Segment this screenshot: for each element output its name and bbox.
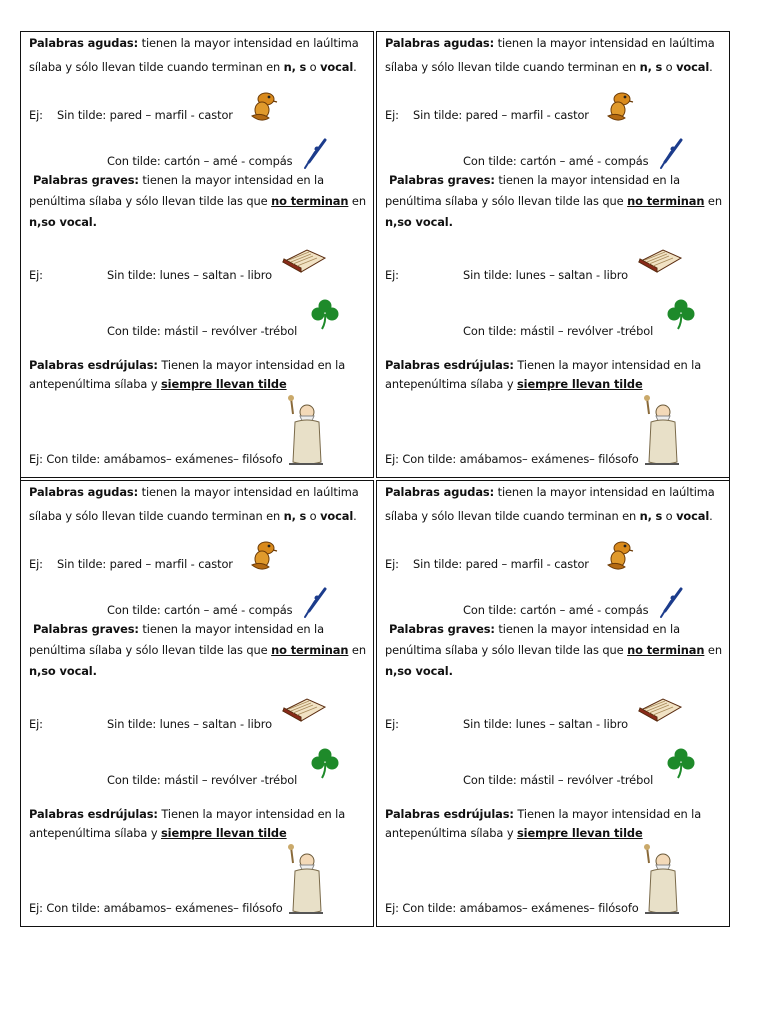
graves-ej-label: Ej: xyxy=(29,268,43,282)
agudas-line-2: sílaba y sólo llevan tilde cuando terminan en n, s o vocal. xyxy=(385,60,713,74)
clover-icon xyxy=(667,298,695,330)
wizard-icon xyxy=(639,394,679,466)
graves-ej-label: Ej: xyxy=(385,268,399,282)
graves-con-tilde: Con tilde: mástil – revólver -trébol xyxy=(107,773,298,787)
compass-icon xyxy=(659,587,683,619)
esdrujulas-ejemplo: Ej: Con tilde: amábamos– exámenes– filósofo xyxy=(385,901,639,915)
wizard-icon xyxy=(283,843,323,915)
agudas-line-2: sílaba y sólo llevan tilde cuando terminan en n, s o vocal. xyxy=(29,60,357,74)
beaver-icon xyxy=(605,539,635,573)
graves-line-3: n,so vocal. xyxy=(385,664,453,678)
esdrujulas-line-1: Palabras esdrújulas: Tienen la mayor intensidad en la xyxy=(29,358,346,372)
wizard-icon xyxy=(639,843,679,915)
beaver-icon xyxy=(249,90,279,124)
esdrujulas-line-2: antepenúltima sílaba y siempre llevan tilde xyxy=(385,826,643,840)
agudas-con-tilde: Con tilde: cartón – amé - compás xyxy=(463,154,649,168)
esdrujulas-line-1: Palabras esdrújulas: Tienen la mayor intensidad en la xyxy=(29,807,346,821)
esdrujulas-line-1: Palabras esdrújulas: Tienen la mayor intensidad en la xyxy=(385,807,702,821)
agudas-line-2: sílaba y sólo llevan tilde cuando terminan en n, s o vocal. xyxy=(385,509,713,523)
book-icon xyxy=(637,697,683,723)
agudas-title: Palabras agudas: xyxy=(29,485,139,499)
esdrujulas-title: Palabras esdrújulas: xyxy=(29,358,158,372)
graves-con-tilde: Con tilde: mástil – revólver -trébol xyxy=(463,773,654,787)
agudas-ej-label: Ej: xyxy=(385,557,399,571)
compass-icon xyxy=(659,138,683,170)
esdrujulas-line-2: antepenúltima sílaba y siempre llevan tilde xyxy=(29,826,287,840)
agudas-line-2: sílaba y sólo llevan tilde cuando terminan en n, s o vocal. xyxy=(29,509,357,523)
agudas-con-tilde: Con tilde: cartón – amé - compás xyxy=(463,603,649,617)
esdrujulas-ejemplo: Ej: Con tilde: amábamos– exámenes– filósofo xyxy=(385,452,639,466)
beaver-icon xyxy=(249,539,279,573)
agudas-title: Palabras agudas: xyxy=(29,36,139,50)
agudas-con-tilde: Con tilde: cartón – amé - compás xyxy=(107,603,293,617)
graves-sin-tilde: Sin tilde: lunes – saltan - libro xyxy=(107,717,272,731)
graves-line-2: penúltima sílaba y sólo llevan tilde las que no terminan en xyxy=(385,643,722,657)
esdrujulas-ejemplo: Ej: Con tilde: amábamos– exámenes– filósofo xyxy=(29,901,283,915)
agudas-line-1: Palabras agudas: tienen la mayor intensidad en laúltima xyxy=(385,485,715,499)
graves-line-3: n,so vocal. xyxy=(29,664,97,678)
graves-line-2: penúltima sílaba y sólo llevan tilde las que no terminan en xyxy=(385,194,722,208)
graves-line-2: penúltima sílaba y sólo llevan tilde las que no terminan en xyxy=(29,643,366,657)
agudas-title: Palabras agudas: xyxy=(385,36,495,50)
graves-sin-tilde: Sin tilde: lunes – saltan - libro xyxy=(107,268,272,282)
card xyxy=(376,31,729,478)
agudas-sin-tilde: Sin tilde: pared – marfil - castor xyxy=(57,108,233,122)
agudas-sin-tilde: Sin tilde: pared – marfil - castor xyxy=(413,108,589,122)
graves-line-1: Palabras graves: tienen la mayor intensidad en la xyxy=(389,173,680,187)
book-icon xyxy=(281,697,327,723)
clover-icon xyxy=(311,298,339,330)
agudas-sin-tilde: Sin tilde: pared – marfil - castor xyxy=(57,557,233,571)
compass-icon xyxy=(303,587,327,619)
graves-line-1: Palabras graves: tienen la mayor intensidad en la xyxy=(389,622,680,636)
graves-con-tilde: Con tilde: mástil – revólver -trébol xyxy=(107,324,298,338)
agudas-ej-label: Ej: xyxy=(385,108,399,122)
esdrujulas-line-2: antepenúltima sílaba y siempre llevan tilde xyxy=(29,377,287,391)
cards-grid xyxy=(20,31,730,927)
graves-title: Palabras graves: xyxy=(33,173,139,187)
graves-con-tilde: Con tilde: mástil – revólver -trébol xyxy=(463,324,654,338)
clover-icon xyxy=(311,747,339,779)
esdrujulas-title: Palabras esdrújulas: xyxy=(385,358,514,372)
graves-line-3: n,so vocal. xyxy=(29,215,97,229)
agudas-line-1: Palabras agudas: tienen la mayor intensidad en laúltima xyxy=(29,36,359,50)
agudas-line-1: Palabras agudas: tienen la mayor intensidad en laúltima xyxy=(29,485,359,499)
graves-sin-tilde: Sin tilde: lunes – saltan - libro xyxy=(463,268,628,282)
agudas-line-1: Palabras agudas: tienen la mayor intensidad en laúltima xyxy=(385,36,715,50)
graves-title: Palabras graves: xyxy=(33,622,139,636)
graves-line-3: n,so vocal. xyxy=(385,215,453,229)
clover-icon xyxy=(667,747,695,779)
agudas-sin-tilde: Sin tilde: pared – marfil - castor xyxy=(413,557,589,571)
graves-title: Palabras graves: xyxy=(389,173,495,187)
graves-line-2: penúltima sílaba y sólo llevan tilde las que no terminan en xyxy=(29,194,366,208)
card xyxy=(21,480,374,927)
book-icon xyxy=(637,248,683,274)
graves-sin-tilde: Sin tilde: lunes – saltan - libro xyxy=(463,717,628,731)
graves-line-1: Palabras graves: tienen la mayor intensidad en la xyxy=(33,622,324,636)
card xyxy=(376,480,729,927)
agudas-ej-label: Ej: xyxy=(29,557,43,571)
esdrujulas-ejemplo: Ej: Con tilde: amábamos– exámenes– filósofo xyxy=(29,452,283,466)
card xyxy=(21,31,374,478)
esdrujulas-title: Palabras esdrújulas: xyxy=(29,807,158,821)
agudas-con-tilde: Con tilde: cartón – amé - compás xyxy=(107,154,293,168)
agudas-ej-label: Ej: xyxy=(29,108,43,122)
esdrujulas-line-1: Palabras esdrújulas: Tienen la mayor intensidad en la xyxy=(385,358,702,372)
esdrujulas-title: Palabras esdrújulas: xyxy=(385,807,514,821)
esdrujulas-line-2: antepenúltima sílaba y siempre llevan tilde xyxy=(385,377,643,391)
book-icon xyxy=(281,248,327,274)
graves-title: Palabras graves: xyxy=(389,622,495,636)
graves-ej-label: Ej: xyxy=(29,717,43,731)
compass-icon xyxy=(303,138,327,170)
agudas-title: Palabras agudas: xyxy=(385,485,495,499)
graves-line-1: Palabras graves: tienen la mayor intensidad en la xyxy=(33,173,324,187)
wizard-icon xyxy=(283,394,323,466)
graves-ej-label: Ej: xyxy=(385,717,399,731)
beaver-icon xyxy=(605,90,635,124)
